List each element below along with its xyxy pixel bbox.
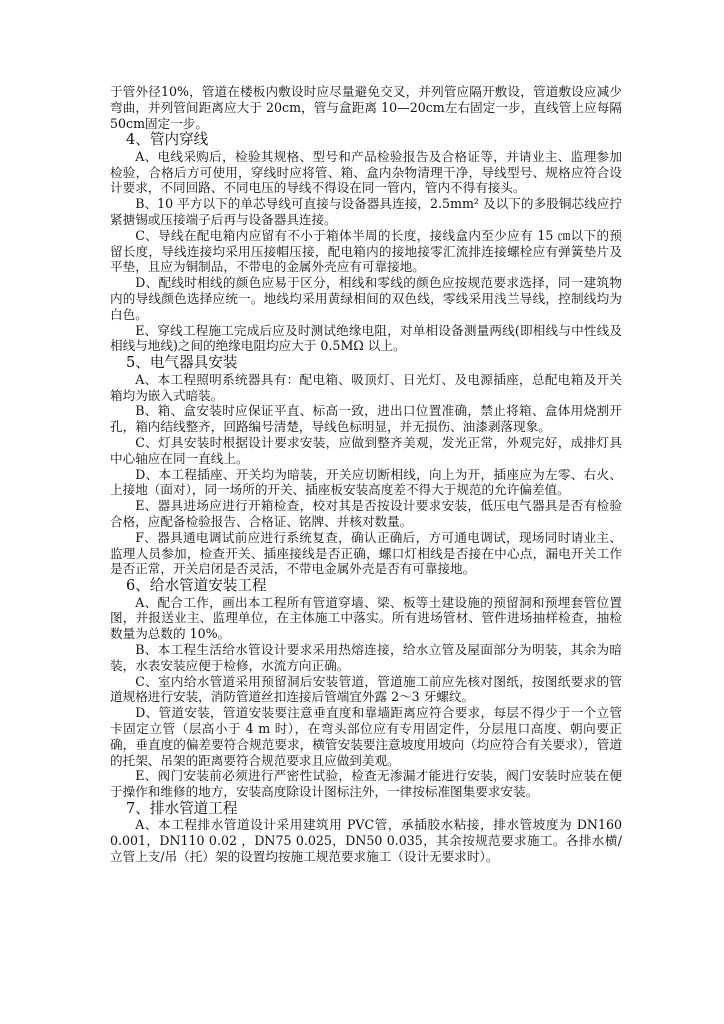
paragraph-4a: A、电线采购后，检验其规格、型号和产品检验报告及合格证等，并请业主、监理参加检验，合格后方可使用，穿线时应将管、箱、盒内杂物清理干净，导线型号、规格应符合设计要求，不同回路、不同电压的导线不得设在同一管内，管内不得有接头。 xyxy=(110,148,622,196)
paragraph-7a: A、本工程排水管道设计采用建筑用 PVC管，承插胶水粘接，排水管坡度为 DN160 0.001，DN110 0.02 ，DN75 0.025，DN50 0.035，其余按规范要求施工。各排水横/立管上支/吊（托）架的设置均按施工规范要求施工（设计无要求时）。 xyxy=(110,817,622,865)
paragraph-4c: C、导线在配电箱内应留有不小于箱体半周的长度，接线盒内至少应有 15 ㎝以下的预留长度，导线连接均采用压接帽压接，配电箱内的接地接零汇流排连接螺栓应有弹簧垫片及平垫，且应为铜制品，不带电的金属外壳应有可靠接地。 xyxy=(110,227,622,275)
paragraph-6e: E、阀门安装前必须进行严密性试验，检查无渗漏才能进行安装，阀门安装时应装在便于操作和维修的地方，安装高度除设计图标注外，一律按标准图集要求安装。 xyxy=(110,768,622,800)
paragraph-4b: B、10 平方以下的单芯导线可直接与设备器具连接，2.5mm² 及以下的多股铜芯线应拧紧搪锡或压接端子后再与设备器具连接。 xyxy=(110,196,622,228)
paragraph-5d: D、本工程插座、开关均为暗装，开关应切断相线，向上为开，插座应为左零、右火、上接地（面对），同一场所的开关、插座板安装高度差不得大于规范的允许偏差值。 xyxy=(110,466,622,498)
section-heading-6: 6、给水管道安装工程 xyxy=(126,577,267,595)
paragraph-6a: A、配合工作，画出本工程所有管道穿墙、梁、板等土建设施的预留洞和预埋套管位置图，并报送业主、监理单位，在主体施工中落实。所有进场管材、管件进场抽样检查，抽检数量为总数的 10%。 xyxy=(110,594,622,642)
paragraph-5b: B、箱、盒安装时应保证平直、标高一致，进出口位置准确，禁止将箱、盒体用烧割开孔，箱内结线整齐，回路编号清楚，导线色标明显，并无损伤、油漆剥落现象。 xyxy=(110,403,622,435)
paragraph-4d: D、配线时相线的颜色应易于区分，相线和零线的颜色应按规范要求选择，同一建筑物内的导线颜色选择应统一。地线均采用黄绿相间的双色线，零线采用浅兰导线，控制线均为白色。 xyxy=(110,275,622,322)
paragraph-4e: E、穿线工程施工完成后应及时测试绝缘电阻，对单相设备测量两线(即相线与中性线及相线与地线)之间的绝缘电阻均应大于 0.5MΩ 以上。 xyxy=(110,322,622,354)
paragraph-6d: D、管道安装，管道安装要注意垂直度和靠墙距离应符合要求，每层不得少于一个立管卡固定立管（层高小于 4 m 时），在弯头部位应有专用固定件，分层甩口高度、朝向要正确，垂直度的偏差要符合规范要求，横管安装要注意坡度用坡向（均应符合有关要求），管道的托架、吊架的距离要符合规范要求且应做到美观。 xyxy=(110,705,622,768)
paragraph-5c: C、灯具安装时根据设计要求安装，应做到整齐美观，发光正常，外观完好，成排灯具中心轴应在同一直线上。 xyxy=(110,434,622,466)
paragraph-5a: A、本工程照明系统器具有：配电箱、吸顶灯、日光灯、及电源插座，总配电箱及开关箱均为嵌入式暗装。 xyxy=(110,371,622,403)
document-page xyxy=(110,84,622,865)
section-heading-7: 7、排水管道工程 xyxy=(126,799,238,817)
intro-paragraph: 于管外径10%，管道在楼板内敷设时应尽量避免交叉，并列管应隔开敷设，管道敷设应减少弯曲，并列管间距离应大于 20cm，管与盒距离 10—20cm左右固定一步，直线管上应每隔 50cm固定一步。 xyxy=(110,84,622,131)
section-heading-5: 5、电气器具安装 xyxy=(126,354,238,372)
paragraph-6c: C、室内给水管道采用预留洞后安装管道，管道施工前应先核对图纸，按图纸要求的管道规格进行安装，消防管道丝扣连接后管端宜外露 2～3 牙螺纹。 xyxy=(110,673,622,705)
paragraph-5f: F、器具通电调试前应进行系统复查，确认正确后，方可通电调试，现场同时请业主、监理人员参加，检查开关、插座接线是否正确，螺口灯相线是否接在中心点，漏电开关工作是否正常，开关启闭是否灵活，不带电金属外壳是否有可靠接地。 xyxy=(110,529,622,577)
paragraph-5e: E、器具进场应进行开箱检查，校对其是否按设计要求安装，低压电气器具是否有检验合格，应配备检验报告、合格证、铭牌、并核对数量。 xyxy=(110,498,622,529)
section-heading-4: 4、管内穿线 xyxy=(126,131,209,149)
paragraph-6b: B、本工程生活给水管设计要求采用热熔连接，给水立管及屋面部分为明装，其余为暗装，水表安装应便于检修，水流方向正确。 xyxy=(110,642,622,673)
